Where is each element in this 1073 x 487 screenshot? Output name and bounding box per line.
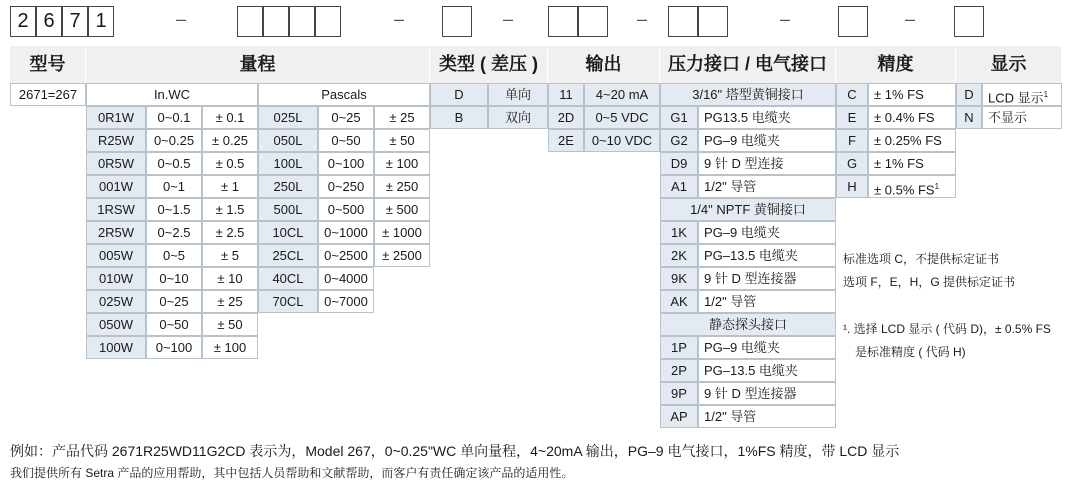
output-label: 0~10 VDC (584, 129, 660, 152)
range-code: 25CL (258, 244, 318, 267)
connection-code: G2 (660, 129, 698, 152)
range-span: 0~1000 (318, 221, 374, 244)
connection-label: 9 针 D 型连接器 (698, 382, 836, 405)
range-code: 40CL (258, 267, 318, 290)
accuracy-value: ± 0.25% FS (868, 129, 956, 152)
accuracy-code: F (836, 129, 868, 152)
accuracy-value: ± 0.4% FS (868, 106, 956, 129)
code-digit: 6 (36, 6, 62, 37)
range-code: 70CL (258, 290, 318, 313)
code-digit: 1 (88, 6, 114, 37)
code-slot (954, 6, 984, 37)
range-code: 050L (258, 129, 318, 152)
range-code: 025L (258, 106, 318, 129)
display-code: N (956, 106, 982, 129)
output-code: 2E (548, 129, 584, 152)
range-code: 2R5W (86, 221, 146, 244)
accuracy-value: ± 0.5% $FS^1$ (868, 175, 956, 198)
range-span: 0~1.5 (146, 198, 202, 221)
range-tolerance: ± 1 (202, 175, 258, 198)
range-span: 0~0.1 (146, 106, 202, 129)
code-dash: – (780, 9, 791, 29)
header-type: 类型 ( 差压 ) (430, 46, 548, 83)
header-output: 输出 (548, 46, 660, 83)
range-code: 100L (258, 152, 318, 175)
code-slot (289, 6, 315, 37)
connection-label: PG–9 电缆夹 (698, 336, 836, 359)
range-code: 0R5W (86, 152, 146, 175)
model-value: 2671=267 (10, 83, 86, 106)
range-code: 001W (86, 175, 146, 198)
connection-label: 9 针 D 型连接 (698, 152, 836, 175)
code-slot (548, 6, 578, 37)
range-tolerance: ± 25 (202, 290, 258, 313)
range-code: 050W (86, 313, 146, 336)
range-code: R25W (86, 129, 146, 152)
range-code: 1RSW (86, 198, 146, 221)
range-code: 0R1W (86, 106, 146, 129)
type-label: 双向 (488, 106, 548, 129)
header-model: 型号 (10, 46, 86, 83)
accuracy-code: E (836, 106, 868, 129)
range-span: 0~0.5 (146, 152, 202, 175)
connection-group-title: 1/4" NPTF 黄铜接口 (660, 198, 836, 221)
footer-example: 例如：产品代码 2671R25WD11G2CD 表示为，Model 267，0~0.25"WC 单向量程，4~20mA 输出，PG–9 电气接口，1%FS 精度，带 LCD 显示 (10, 443, 900, 459)
connection-code: 2K (660, 244, 698, 267)
connection-label: PG–9 电缆夹 (698, 129, 836, 152)
range-tolerance: ± 50 (374, 129, 430, 152)
range-tolerance: ± 1000 (374, 221, 430, 244)
range-code: 250L (258, 175, 318, 198)
range-tolerance: ± 250 (374, 175, 430, 198)
header-range: 量程 (86, 46, 430, 83)
range-span: 0~250 (318, 175, 374, 198)
accuracy-value: ± 1% FS (868, 152, 956, 175)
range-code: 010W (86, 267, 146, 290)
display-label: LCD 显示$^1$ (982, 83, 1062, 106)
connection-group-title: 静态探头接口 (660, 313, 836, 336)
display-code: D (956, 83, 982, 106)
connection-code: G1 (660, 106, 698, 129)
range-code: 10CL (258, 221, 318, 244)
connection-label: PG–9 电缆夹 (698, 221, 836, 244)
output-code: 2D (548, 106, 584, 129)
range-span: 0~0.25 (146, 129, 202, 152)
connection-code: 2P (660, 359, 698, 382)
range-span: 0~100 (146, 336, 202, 359)
range-span: 0~10 (146, 267, 202, 290)
code-dash: – (176, 9, 187, 29)
range-span: 0~2500 (318, 244, 374, 267)
note-options-calibration: 选项 F，E，H，G 提供标定证书 (843, 275, 1016, 289)
accuracy-code: H (836, 175, 868, 198)
connection-code: 9P (660, 382, 698, 405)
range-tolerance: ± 1.5 (202, 198, 258, 221)
range-span: 0~50 (318, 129, 374, 152)
connection-code: AK (660, 290, 698, 313)
code-dash: – (394, 9, 405, 29)
output-label: 0~5 VDC (584, 106, 660, 129)
accuracy-value: ± 1% FS (868, 83, 956, 106)
range-span: 0~500 (318, 198, 374, 221)
unit-inwc: In.WC (86, 83, 258, 106)
range-tolerance: ± 2500 (374, 244, 430, 267)
range-span: 0~50 (146, 313, 202, 336)
code-slot (442, 6, 472, 37)
code-slot (668, 6, 698, 37)
footer-disclaimer: 我们提供所有 Setra 产品的应用帮助，其中包括人员帮助和文献帮助，而客户有责任确定该产品的适用性。 (10, 466, 574, 480)
connection-code: 1K (660, 221, 698, 244)
connection-label: PG–13.5 电缆夹 (698, 359, 836, 382)
code-dash: – (905, 9, 916, 29)
output-code: 11 (548, 83, 584, 106)
range-span: 0~1 (146, 175, 202, 198)
range-tolerance: ± 0.1 (202, 106, 258, 129)
connection-label: PG13.5 电缆夹 (698, 106, 836, 129)
type-label: 单向 (488, 83, 548, 106)
code-slot (315, 6, 341, 37)
connection-label: 1/2" 导管 (698, 175, 836, 198)
range-tolerance: ± 2.5 (202, 221, 258, 244)
range-span: 0~5 (146, 244, 202, 267)
range-span: 0~2.5 (146, 221, 202, 244)
connection-label: 9 针 D 型连接器 (698, 267, 836, 290)
accuracy-code: C (836, 83, 868, 106)
header-display: 显示 (956, 46, 1062, 83)
connection-label: 1/2" 导管 (698, 405, 836, 428)
code-digit: 2 (10, 6, 36, 37)
code-dash: – (503, 9, 514, 29)
range-code: 025W (86, 290, 146, 313)
connection-code: A1 (660, 175, 698, 198)
code-slot (838, 6, 868, 37)
code-dash: – (637, 9, 648, 29)
range-code: 005W (86, 244, 146, 267)
connection-label: PG–13.5 电缆夹 (698, 244, 836, 267)
range-tolerance: ± 25 (374, 106, 430, 129)
range-tolerance: ± 50 (202, 313, 258, 336)
code-slot (698, 6, 728, 37)
range-tolerance: ± 500 (374, 198, 430, 221)
range-tolerance: ± 0.5 (202, 152, 258, 175)
range-span: 0~100 (318, 152, 374, 175)
connection-label: 1/2" 导管 (698, 290, 836, 313)
type-code: B (430, 106, 488, 129)
range-span: 0~25 (146, 290, 202, 313)
range-tolerance: ± 10 (202, 267, 258, 290)
range-tolerance: ± 0.25 (202, 129, 258, 152)
connection-code: AP (660, 405, 698, 428)
note-standard-h: 是标准精度 ( 代码 H) (855, 345, 966, 359)
note-standard-c: 标准选项 C，不提供标定证书 (843, 252, 1000, 266)
range-span: 0~7000 (318, 290, 374, 313)
range-span: 0~4000 (318, 267, 374, 290)
header-connection: 压力接口 / 电气接口 (660, 46, 836, 83)
range-tolerance: ± 100 (202, 336, 258, 359)
range-code: 500L (258, 198, 318, 221)
range-code: 100W (86, 336, 146, 359)
code-slot (263, 6, 289, 37)
note-lcd-accuracy: ¹. 选择 LCD 显示 ( 代码 D)，± 0.5% FS (843, 322, 1051, 336)
unit-pascals: Pascals (258, 83, 430, 106)
accuracy-code: G (836, 152, 868, 175)
range-tolerance: ± 5 (202, 244, 258, 267)
output-label: 4~20 mA (584, 83, 660, 106)
type-code: D (430, 83, 488, 106)
connection-code: 9K (660, 267, 698, 290)
range-tolerance: ± 100 (374, 152, 430, 175)
display-label: 不显示 (982, 106, 1062, 129)
code-digit: 7 (62, 6, 88, 37)
range-span: 0~25 (318, 106, 374, 129)
code-slot (578, 6, 608, 37)
connection-code: 1P (660, 336, 698, 359)
connection-code: D9 (660, 152, 698, 175)
header-accuracy: 精度 (836, 46, 956, 83)
code-slot (237, 6, 263, 37)
connection-group-title: 3/16" 塔型黄铜接口 (660, 83, 836, 106)
